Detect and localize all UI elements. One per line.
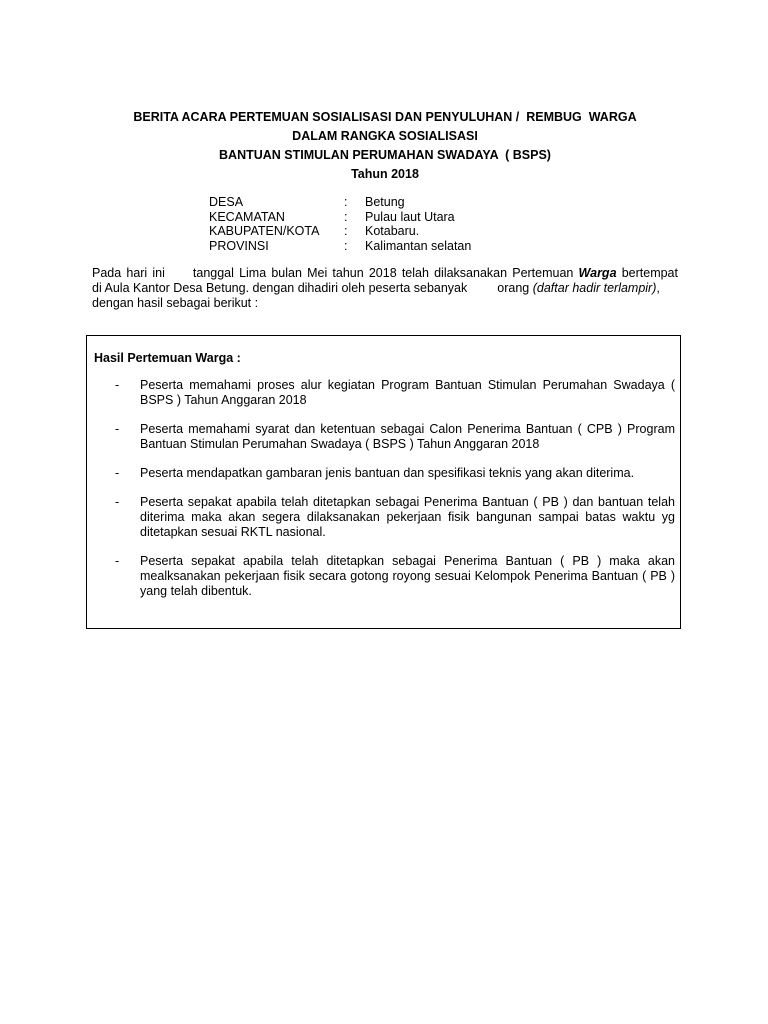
info-value: Betung (365, 195, 405, 209)
intro-line-3: dengan hasil sebagai berikut : (92, 296, 259, 310)
info-row-kabupaten (209, 224, 471, 239)
title-line-3: BANTUAN STIMULAN PERUMAHAN SWADAYA ( BSPS) (219, 148, 551, 162)
bullet-dash: - (115, 495, 120, 509)
list-item-text: Peserta memahami proses alur kegiatan Program Bantuan Stimulan Perumahan Swadaya ( BSPS ) Tahun Anggaran 2018 (140, 378, 675, 407)
bullet-dash: - (115, 378, 120, 392)
list-item (115, 378, 675, 408)
document-title (86, 108, 684, 184)
intro-text: , (656, 281, 660, 295)
title-line-4: Tahun 2018 (351, 167, 419, 181)
list-item (115, 495, 675, 540)
info-label: DESA (209, 195, 244, 209)
intro-text: Pada hari ini (92, 266, 165, 280)
intro-text: bertempat (621, 266, 678, 280)
intro-text: di Aula Kantor Desa Betung. dengan dihadiri oleh peserta sebanyak (92, 281, 468, 295)
info-value: Pulau laut Utara (365, 209, 455, 224)
results-heading: Hasil Pertemuan Warga : (94, 351, 241, 365)
list-item (115, 422, 675, 452)
intro-line-1 (92, 266, 678, 281)
bullet-dash: - (115, 422, 120, 436)
title-line-1: BERITA ACARA PERTEMUAN SOSIALISASI DAN PENYULUHAN / REMBUG WARGA (133, 110, 637, 124)
title-line-2: DALAM RANGKA SOSIALISASI (292, 129, 478, 143)
intro-attendance-note: (daftar hadir terlampir) (532, 281, 657, 295)
list-item (115, 466, 675, 481)
location-info-table (209, 195, 471, 253)
info-colon: : (344, 195, 348, 209)
info-value: Kalimantan selatan (365, 238, 472, 253)
info-colon: : (344, 209, 348, 224)
list-item-text: Peserta sepakat apabila telah ditetapkan sebagai Penerima Bantuan ( PB ) maka akan mealksanakan pekerjaan fisik secara gotong royong sesuai Kelompok Penerima Bantuan ( PB ) yang telah dibentuk. (140, 554, 675, 598)
info-colon: : (344, 238, 348, 253)
list-item (115, 554, 675, 599)
list-item-text: Peserta sepakat apabila telah ditetapkan sebagai Penerima Bantuan ( PB ) dan bantuan telah diterima maka akan segera dilaksanakan pekerjaan fisik bangunan sampai batas waktu yg ditetapkan sesuai RKTL nasional. (140, 495, 675, 539)
info-label: KABUPATEN/KOTA (209, 224, 320, 238)
intro-text: orang (497, 281, 530, 295)
info-colon: : (344, 224, 348, 238)
info-row-provinsi (209, 239, 471, 254)
results-box (86, 335, 681, 629)
info-value: Kotabaru. (365, 224, 420, 238)
bullet-dash: - (115, 554, 120, 568)
results-list (115, 378, 675, 613)
intro-warga-emphasis: Warga (578, 266, 617, 280)
info-row-kecamatan (209, 210, 471, 225)
info-label: KECAMATAN (209, 209, 285, 224)
list-item-text: Peserta memahami syarat dan ketentuan sebagai Calon Penerima Bantuan ( CPB ) Program Bantuan Stimulan Perumahan Swadaya ( BSPS ) Tahun Anggaran 2018 (140, 422, 675, 451)
list-item-text: Peserta mendapatkan gambaran jenis bantuan dan spesifikasi teknis yang akan diterima. (140, 466, 635, 480)
info-row-desa (209, 195, 471, 210)
intro-text: tanggal Lima bulan Mei tahun 2018 telah dilaksanakan Pertemuan (192, 266, 574, 280)
info-label: PROVINSI (209, 238, 269, 253)
bullet-dash: - (115, 466, 120, 480)
intro-line-2 (92, 281, 678, 296)
intro-paragraph (92, 266, 678, 311)
